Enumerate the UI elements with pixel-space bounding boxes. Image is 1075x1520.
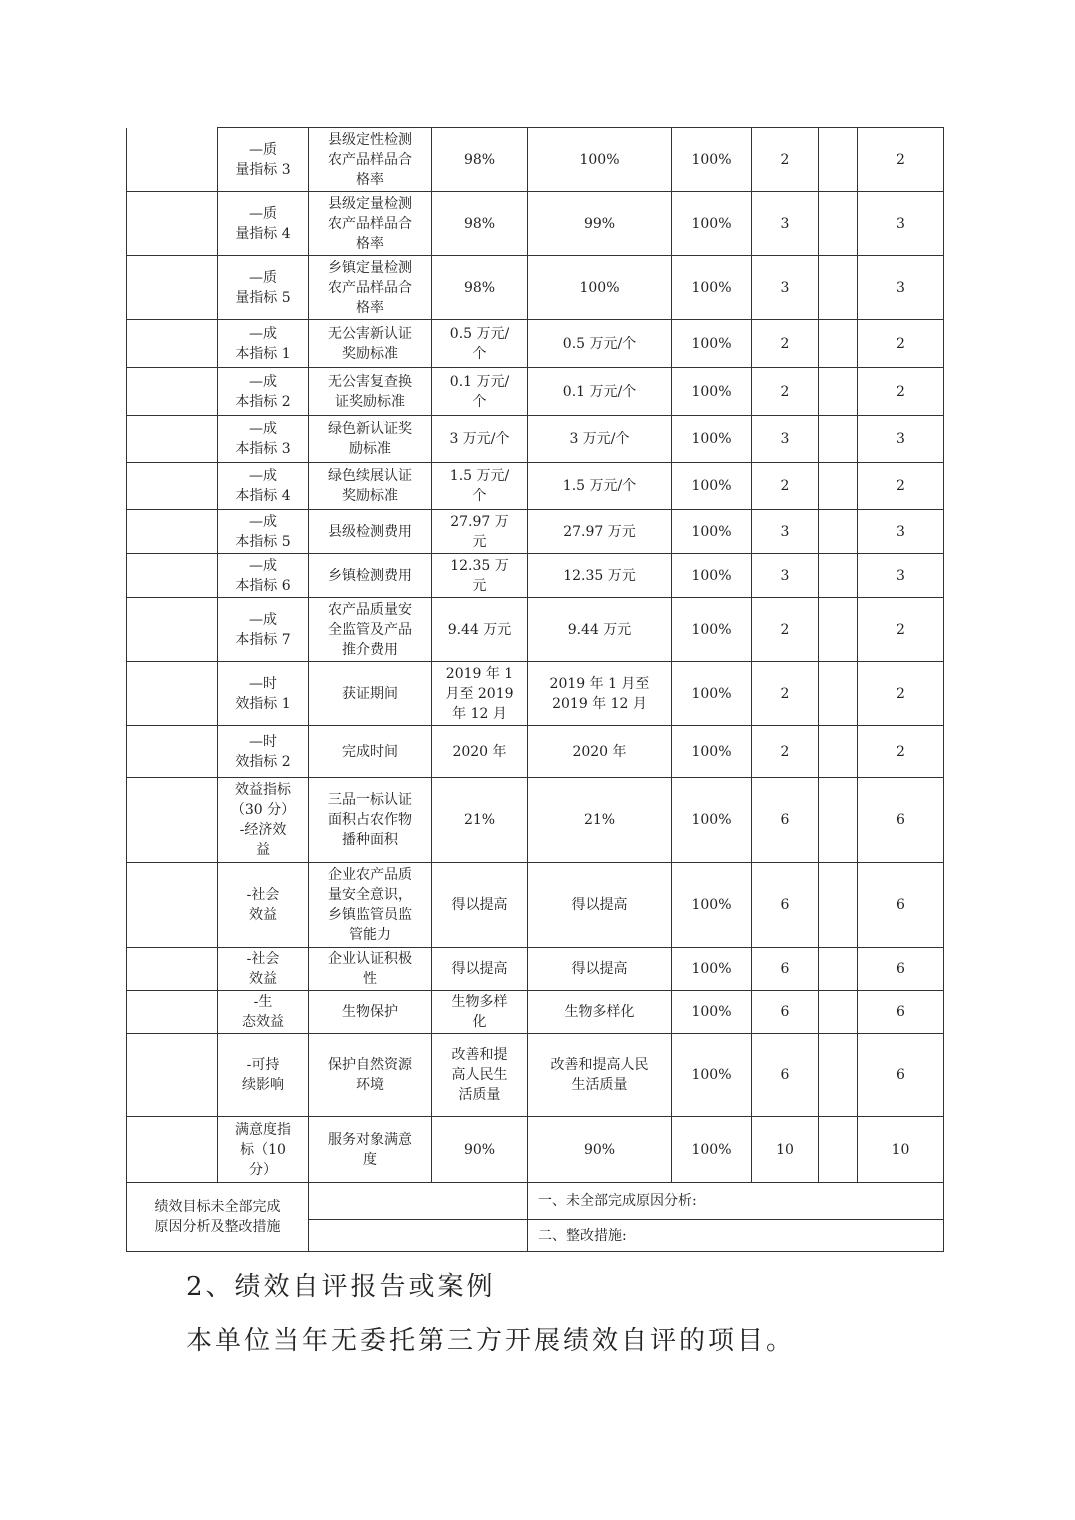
footer-row-reason (127, 1183, 944, 1220)
indicator-name-cell: 效益指标 （30 分） -经济效 益 (218, 778, 309, 863)
outer-cell (127, 256, 218, 320)
actual-value-cell: 100% (528, 128, 672, 192)
outer-cell (127, 463, 218, 510)
table-row (127, 948, 944, 991)
section-heading: 2、绩效自评报告或案例 (186, 1272, 496, 1302)
full-score-cell: 2 (752, 598, 819, 662)
full-score-cell: 6 (752, 778, 819, 863)
blank-cell (819, 991, 858, 1034)
weight-cell: 100% (672, 320, 752, 368)
table-body (127, 128, 944, 1252)
weight-cell: 100% (672, 1117, 752, 1183)
actual-value-cell: 生物多样化 (528, 991, 672, 1034)
actual-value-cell: 21% (528, 778, 672, 863)
target-value-cell: 得以提高 (432, 948, 528, 991)
blank-cell (819, 463, 858, 510)
outer-cell (127, 991, 218, 1034)
indicator-name-cell: —质 量指标 3 (218, 128, 309, 192)
indicator-name-cell: —质 量指标 5 (218, 256, 309, 320)
table-row (127, 256, 944, 320)
actual-value-cell: 27.97 万元 (528, 510, 672, 554)
section-paragraph: 本单位当年无委托第三方开展绩效自评的项目。 (186, 1326, 796, 1356)
target-value-cell: 9.44 万元 (432, 598, 528, 662)
target-value-cell: 改善和提 高人民生 活质量 (432, 1034, 528, 1117)
blank-cell (819, 726, 858, 778)
actual-value-cell: 2020 年 (528, 726, 672, 778)
actual-value-cell: 2019 年 1 月至 2019 年 12 月 (528, 662, 672, 726)
outer-cell (127, 320, 218, 368)
score-cell: 3 (858, 256, 944, 320)
target-value-cell: 27.97 万 元 (432, 510, 528, 554)
footer-label: 绩效目标未全部完成 原因分析及整改措施 (127, 1183, 309, 1252)
score-cell: 3 (858, 510, 944, 554)
blank-cell (819, 1034, 858, 1117)
full-score-cell: 3 (752, 554, 819, 598)
score-cell: 6 (858, 778, 944, 863)
indicator-name-cell: -生 态效益 (218, 991, 309, 1034)
weight-cell: 100% (672, 510, 752, 554)
indicator-content-cell: 生物保护 (309, 991, 432, 1034)
weight-cell: 100% (672, 256, 752, 320)
score-cell: 3 (858, 192, 944, 256)
indicator-name-cell: 满意度指 标（10 分） (218, 1117, 309, 1183)
indicator-name-cell: -社会 效益 (218, 863, 309, 948)
score-cell: 3 (858, 554, 944, 598)
indicator-content-cell: 乡镇定量检测 农产品样品合 格率 (309, 256, 432, 320)
indicator-content-cell: 无公害新认证 奖励标准 (309, 320, 432, 368)
indicator-name-cell: —成 本指标 1 (218, 320, 309, 368)
indicator-name-cell: —成 本指标 3 (218, 416, 309, 463)
actual-value-cell: 得以提高 (528, 863, 672, 948)
full-score-cell: 10 (752, 1117, 819, 1183)
indicator-content-cell: 绿色新认证奖 励标准 (309, 416, 432, 463)
blank-cell (819, 554, 858, 598)
indicator-content-cell: 县级定量检测 农产品样品合 格率 (309, 192, 432, 256)
score-cell: 2 (858, 368, 944, 416)
score-cell: 2 (858, 463, 944, 510)
target-value-cell: 0.1 万元/ 个 (432, 368, 528, 416)
target-value-cell: 2020 年 (432, 726, 528, 778)
full-score-cell: 6 (752, 948, 819, 991)
target-value-cell: 98% (432, 256, 528, 320)
reason-analysis: 一、未全部完成原因分析: (528, 1183, 944, 1220)
outer-cell (127, 128, 218, 192)
weight-cell: 100% (672, 192, 752, 256)
indicator-content-cell: 企业农产品质 量安全意识， 乡镇监管员监 管能力 (309, 863, 432, 948)
blank-cell (819, 192, 858, 256)
full-score-cell: 2 (752, 726, 819, 778)
score-cell: 3 (858, 416, 944, 463)
indicator-name-cell: —质 量指标 4 (218, 192, 309, 256)
table-row (127, 1117, 944, 1183)
outer-cell (127, 948, 218, 991)
score-cell: 2 (858, 320, 944, 368)
table-row (127, 320, 944, 368)
table-row (127, 863, 944, 948)
full-score-cell: 2 (752, 320, 819, 368)
target-value-cell: 2019 年 1 月至 2019 年 12 月 (432, 662, 528, 726)
target-value-cell: 0.5 万元/ 个 (432, 320, 528, 368)
indicator-content-cell: 保护自然资源 环境 (309, 1034, 432, 1117)
target-value-cell: 得以提高 (432, 863, 528, 948)
actual-value-cell: 90% (528, 1117, 672, 1183)
outer-cell (127, 662, 218, 726)
score-cell: 2 (858, 726, 944, 778)
outer-cell (127, 192, 218, 256)
outer-cell (127, 368, 218, 416)
full-score-cell: 2 (752, 368, 819, 416)
indicator-content-cell: 乡镇检测费用 (309, 554, 432, 598)
indicator-name-cell: -社会 效益 (218, 948, 309, 991)
weight-cell: 100% (672, 662, 752, 726)
indicator-content-cell: 绿色续展认证 奖励标准 (309, 463, 432, 510)
actual-value-cell: 99% (528, 192, 672, 256)
table-row (127, 510, 944, 554)
actual-value-cell: 0.1 万元/个 (528, 368, 672, 416)
indicator-name-cell: —成 本指标 6 (218, 554, 309, 598)
table-row (127, 778, 944, 863)
actual-value-cell: 9.44 万元 (528, 598, 672, 662)
blank-cell (819, 128, 858, 192)
full-score-cell: 2 (752, 128, 819, 192)
indicator-content-cell: 企业认证积极 性 (309, 948, 432, 991)
weight-cell: 100% (672, 463, 752, 510)
score-cell: 2 (858, 662, 944, 726)
score-cell: 6 (858, 863, 944, 948)
indicator-content-cell: 三品一标认证 面积占农作物 播种面积 (309, 778, 432, 863)
weight-cell: 100% (672, 416, 752, 463)
full-score-cell: 2 (752, 662, 819, 726)
table-row (127, 554, 944, 598)
score-cell: 6 (858, 948, 944, 991)
outer-cell (127, 726, 218, 778)
full-score-cell: 3 (752, 416, 819, 463)
table-row (127, 662, 944, 726)
blank-cell (819, 416, 858, 463)
outer-cell (127, 554, 218, 598)
full-score-cell: 3 (752, 192, 819, 256)
full-score-cell: 6 (752, 863, 819, 948)
full-score-cell: 6 (752, 991, 819, 1034)
performance-table (126, 127, 944, 1252)
weight-cell: 100% (672, 554, 752, 598)
actual-value-cell: 改善和提高人民 生活质量 (528, 1034, 672, 1117)
indicator-content-cell: 完成时间 (309, 726, 432, 778)
actual-value-cell: 0.5 万元/个 (528, 320, 672, 368)
table-row (127, 368, 944, 416)
indicator-name-cell: -可持 续影响 (218, 1034, 309, 1117)
weight-cell: 100% (672, 128, 752, 192)
blank-cell (819, 863, 858, 948)
indicator-name-cell: —时 效指标 2 (218, 726, 309, 778)
outer-cell (127, 598, 218, 662)
target-value-cell: 生物多样 化 (432, 991, 528, 1034)
indicator-content-cell: 服务对象满意 度 (309, 1117, 432, 1183)
blank-cell (819, 320, 858, 368)
table-row (127, 598, 944, 662)
indicator-content-cell: 无公害复查换 证奖励标准 (309, 368, 432, 416)
indicator-content-cell: 县级检测费用 (309, 510, 432, 554)
indicator-name-cell: —成 本指标 7 (218, 598, 309, 662)
indicator-name-cell: —成 本指标 2 (218, 368, 309, 416)
score-cell: 6 (858, 991, 944, 1034)
actual-value-cell: 100% (528, 256, 672, 320)
table-row (127, 991, 944, 1034)
blank-cell (819, 778, 858, 863)
target-value-cell: 21% (432, 778, 528, 863)
table-row (127, 416, 944, 463)
weight-cell: 100% (672, 726, 752, 778)
actual-value-cell: 3 万元/个 (528, 416, 672, 463)
outer-cell (127, 510, 218, 554)
target-value-cell: 1.5 万元/ 个 (432, 463, 528, 510)
weight-cell: 100% (672, 778, 752, 863)
indicator-name-cell: —成 本指标 4 (218, 463, 309, 510)
actual-value-cell: 12.35 万元 (528, 554, 672, 598)
blank-cell (819, 256, 858, 320)
outer-cell (127, 416, 218, 463)
indicator-content-cell: 县级定性检测 农产品样品合 格率 (309, 128, 432, 192)
full-score-cell: 3 (752, 510, 819, 554)
score-cell: 2 (858, 598, 944, 662)
target-value-cell: 12.35 万 元 (432, 554, 528, 598)
outer-cell (127, 1034, 218, 1117)
weight-cell: 100% (672, 948, 752, 991)
outer-cell (127, 778, 218, 863)
rectification-measures: 二、整改措施: (528, 1220, 944, 1252)
footer-empty-cell-2 (309, 1220, 528, 1252)
weight-cell: 100% (672, 991, 752, 1034)
target-value-cell: 98% (432, 192, 528, 256)
table-row (127, 726, 944, 778)
target-value-cell: 98% (432, 128, 528, 192)
target-value-cell: 90% (432, 1117, 528, 1183)
score-cell: 2 (858, 128, 944, 192)
indicator-content-cell: 农产品质量安 全监管及产品 推介费用 (309, 598, 432, 662)
weight-cell: 100% (672, 1034, 752, 1117)
blank-cell (819, 598, 858, 662)
score-cell: 6 (858, 1034, 944, 1117)
full-score-cell: 6 (752, 1034, 819, 1117)
blank-cell (819, 662, 858, 726)
actual-value-cell: 1.5 万元/个 (528, 463, 672, 510)
table-row (127, 463, 944, 510)
weight-cell: 100% (672, 368, 752, 416)
blank-cell (819, 948, 858, 991)
indicator-name-cell: —时 效指标 1 (218, 662, 309, 726)
blank-cell (819, 368, 858, 416)
table-row (127, 128, 944, 192)
score-cell: 10 (858, 1117, 944, 1183)
target-value-cell: 3 万元/个 (432, 416, 528, 463)
full-score-cell: 3 (752, 256, 819, 320)
blank-cell (819, 1117, 858, 1183)
footer-empty-cell (309, 1183, 528, 1220)
full-score-cell: 2 (752, 463, 819, 510)
actual-value-cell: 得以提高 (528, 948, 672, 991)
table-row (127, 192, 944, 256)
outer-cell (127, 863, 218, 948)
weight-cell: 100% (672, 598, 752, 662)
outer-cell (127, 1117, 218, 1183)
indicator-name-cell: —成 本指标 5 (218, 510, 309, 554)
table-row (127, 1034, 944, 1117)
weight-cell: 100% (672, 863, 752, 948)
blank-cell (819, 510, 858, 554)
indicator-content-cell: 获证期间 (309, 662, 432, 726)
